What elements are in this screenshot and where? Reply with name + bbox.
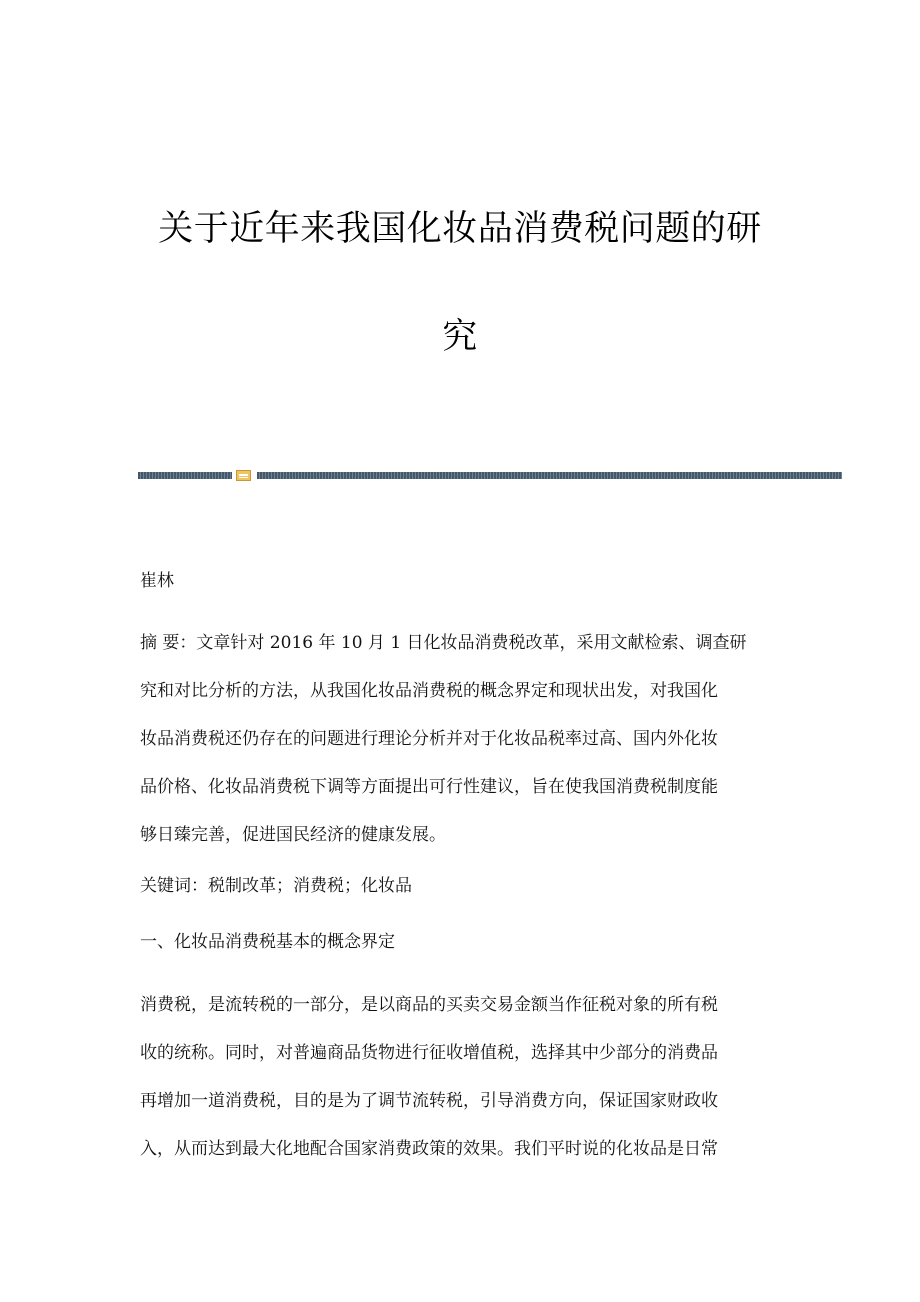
abstract-line: 究和对比分析的方法，从我国化妆品消费税的概念界定和现状出发，对我国化	[140, 681, 718, 701]
body-line: 入，从而达到最大化地配合国家消费政策的效果。我们平时说的化妆品是日常	[140, 1139, 718, 1159]
body-line: 收的统称。同时，对普遍商品货物进行征收增值税，选择其中少部分的消费品	[140, 1043, 718, 1063]
body-line: 再增加一道消费税，目的是为了调节流转税，引导消费方向，保证国家财政收	[140, 1091, 718, 1111]
abstract	[140, 619, 780, 859]
title-divider	[138, 470, 842, 481]
keywords: 关键词：税制改革；消费税；化妆品	[140, 876, 412, 896]
abstract-line: 够日臻完善，促进国民经济的健康发展。	[140, 825, 446, 845]
title-line-2: 究	[442, 317, 478, 357]
abstract-line: 摘 要：文章针对 2016 年 10 月 1 日化妆品消费税改革，采用文献检索、调查研	[140, 633, 747, 653]
document-ornament-icon	[236, 470, 251, 481]
abstract-line: 品价格、化妆品消费税下调等方面提出可行性建议，旨在使我国消费税制度能	[140, 777, 718, 797]
author-name: 崔林	[140, 571, 174, 591]
title-line-1: 关于近年来我国化妆品消费税问题的研	[158, 209, 762, 249]
divider-bar-left	[138, 472, 232, 479]
section-heading: 一、化妆品消费税基本的概念界定	[140, 932, 395, 952]
body-line: 消费税，是流转税的一部分，是以商品的买卖交易金额当作征税对象的所有税	[140, 995, 718, 1015]
abstract-line: 妆品消费税还仍存在的问题进行理论分析并对于化妆品税率过高、国内外化妆	[140, 729, 718, 749]
divider-bar-right	[257, 472, 842, 479]
section-body	[140, 981, 780, 1173]
